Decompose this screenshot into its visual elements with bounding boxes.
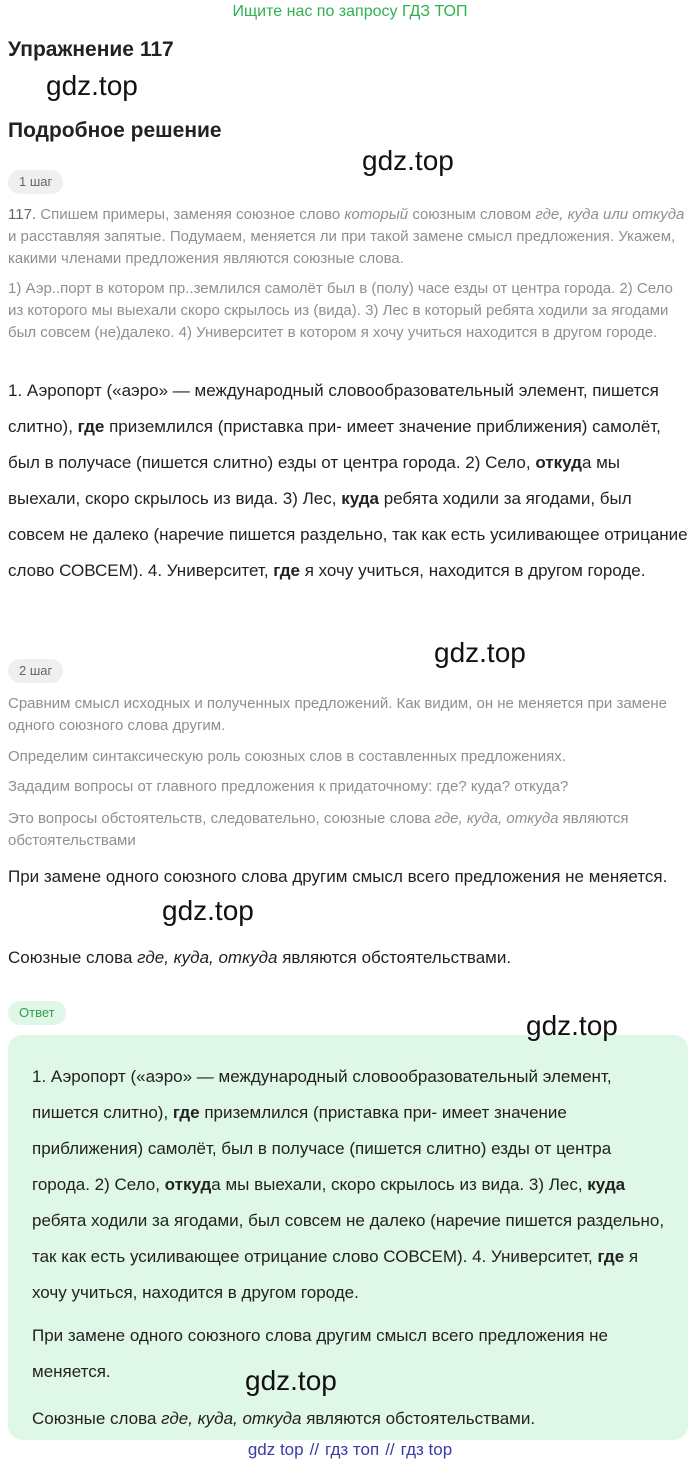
exercise-title: Упражнение 117 xyxy=(8,38,174,61)
step-1-badge: 1 шаг xyxy=(8,170,63,194)
step-2-badge: 2 шаг xyxy=(8,659,63,683)
footer-links xyxy=(0,1440,700,1460)
footer-link-gdz-top-ru[interactable]: гдз топ xyxy=(325,1440,380,1459)
step-2-conclusion-2: Союзные слова где, куда, откуда являются обстоятельствами. xyxy=(8,948,512,967)
watermark: gdz.top xyxy=(46,70,138,101)
search-banner: Ищите нас по запросу ГДЗ ТОП xyxy=(232,3,468,20)
watermark: gdz.top xyxy=(526,1010,618,1041)
answer-conclusion-2: Союзные слова где, куда, откуда являются обстоятельствами. xyxy=(32,1409,536,1428)
task-statement: 117. Спишем примеры, заменяя союзное слово который союзным словом где, куда или откуда и расставляя запятые. Подумаем, меняется ли при такой замене смысл предложения. Укажем, какими членами предложения являются союзные слова. xyxy=(8,206,685,267)
footer-separator: // xyxy=(385,1440,395,1459)
step-2-para-3: Зададим вопросы от главного предложения к придаточному: где? куда? откуда? xyxy=(8,778,569,795)
step-1-solution: 1. Аэропорт («аэро» — международный словообразовательный элемент, пишется слитно), где приземлился (приставка при- имеет значение приближения) самолёт, был в получасе (пишется слитно) езды от центра города. 2) Село, откуда мы выехали, скоро скрылось из вида. 3) Лес, куда ребята ходили за ягодами, был совсем не далеко (наречие пишется раздельно, так как есть усиливающее отрицание слово СОВСЕМ). 4. Университет, где я хочу учиться, находится в другом городе. xyxy=(8,381,688,580)
task-examples: 1) Аэр..порт в котором пр..землился самолёт был в (полу) часе езды от центра города. 2) Село из которого мы выехали скоро скрылось из (вида). 3) Лес в который ребята ходили за ягодами был совсем (не)далеко. 4) Университет в котором я хочу учиться находится в другом городе. xyxy=(8,280,673,341)
section-title: Подробное решение xyxy=(8,119,222,142)
answer-badge: Ответ xyxy=(8,1001,66,1025)
watermark: gdz.top xyxy=(162,895,254,926)
watermark: gdz.top xyxy=(434,637,526,668)
watermark: gdz.top xyxy=(245,1365,337,1396)
footer-link-gdz-top-mixed[interactable]: гдз top xyxy=(400,1440,453,1459)
answer-solution: 1. Аэропорт («аэро» — международный словообразовательный элемент, пишется слитно), где приземлился (приставка при- имеет значение приближения) самолёт, был в получасе (пишется слитно) езды от центра города. 2) Село, откуда мы выехали, скоро скрылось из вида. 3) Лес, куда ребята ходили за ягодами, был совсем не далеко (наречие пишется раздельно, так как есть усиливающее отрицание слово СОВСЕМ). 4. Университет, где я хочу учиться, находится в другом городе. xyxy=(32,1067,665,1302)
step-2-para-2: Определим синтаксическую роль союзных слов в составленных предложениях. xyxy=(8,748,566,765)
step-2-para-1: Сравним смысл исходных и полученных предложений. Как видим, он не меняется при замене одного союзного слова другим. xyxy=(8,695,667,734)
answer-conclusion: При замене одного союзного слова другим смысл всего предложения не меняется. xyxy=(32,1326,608,1381)
footer-link-gdz-top[interactable]: gdz top xyxy=(247,1440,304,1459)
step-2-para-4: Это вопросы обстоятельств, следовательно, союзные слова где, куда, откуда являются обстоятельствами xyxy=(8,810,629,849)
footer-separator: // xyxy=(309,1440,320,1459)
answer-box xyxy=(8,1035,688,1440)
step-2-conclusion: При замене одного союзного слова другим смысл всего предложения не меняется. xyxy=(8,867,668,886)
watermark: gdz.top xyxy=(362,145,454,176)
